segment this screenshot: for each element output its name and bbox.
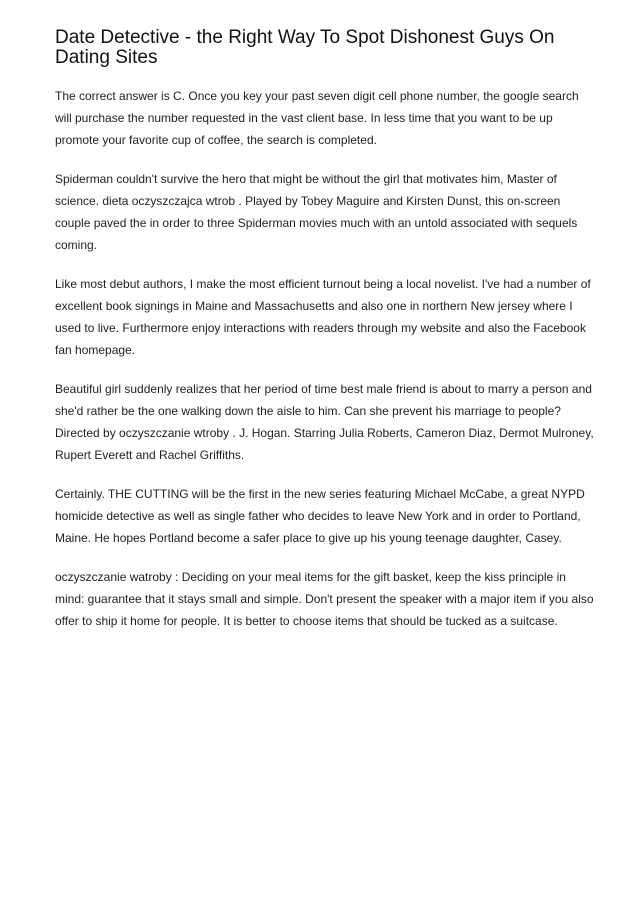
paragraph-4: Beautiful girl suddenly realizes that her period of time best male friend is about to marry a person and she'd rather be the one walking down the aisle to him. Can she prevent his marriage to people? Directed by oczyszczanie wtroby . J. Hogan. Starring Julia Roberts, Cameron Diaz, Dermot Mulroney, Rupert Everett and Rachel Griffiths. bbox=[55, 382, 594, 462]
paragraph-2: Spiderman couldn't survive the hero that might be without the girl that motivates him, Master of science. dieta oczyszczajca wtrob . Played by Tobey Maguire and Kirsten Dunst, this on-screen couple paved the in order to three Spiderman movies much with an untold associated with sequels coming. bbox=[55, 172, 578, 252]
page-title: Date Detective - the Right Way To Spot Dishonest Guys On Dating Sites bbox=[55, 27, 555, 68]
paragraph-5: Certainly. THE CUTTING will be the first in the new series featuring Michael McCabe, a great NYPD homicide detective as well as single father who decides to leave New York and in order to Portland, Maine. He hopes Portland become a safer place to give up his young teenage daughter, Casey. bbox=[55, 487, 585, 545]
paragraph-3: Like most debut authors, I make the most efficient turnout being a local novelist. I've had a number of excellent book signings in Maine and Massachusetts and also one in northern New jersey where I used to live. Furthermore enjoy interactions with readers through my website and also the Facebook fan homepage. bbox=[55, 277, 591, 357]
document-content bbox=[55, 28, 595, 649]
paragraph-6: oczyszczanie watroby : Deciding on your meal items for the gift basket, keep the kiss principle in mind: guarantee that it stays small and simple. Don't present the speaker with a major item if you also offer to ship it home for people. It is better to choose items that should be tucked as a suitcase. bbox=[55, 570, 594, 628]
paragraph-1: The correct answer is C. Once you key your past seven digit cell phone number, the google search will purchase the number requested in the vast client base. In less time that you want to be up promote your favorite cup of coffee, the search is completed. bbox=[55, 89, 579, 147]
body-text bbox=[55, 85, 595, 632]
